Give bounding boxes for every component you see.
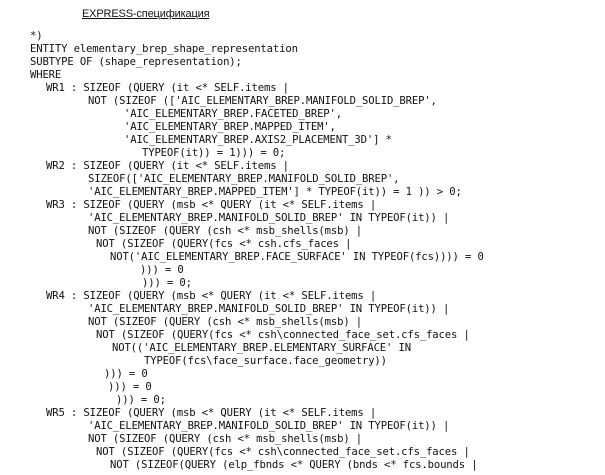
code-line: *) bbox=[30, 30, 43, 42]
code-line: NOT (SIZEOF (QUERY (csh <* msb_shells(msb) | bbox=[88, 433, 363, 445]
code-line: ENTITY elementary_brep_shape_representation bbox=[30, 43, 298, 55]
code-line: WR1 : SIZEOF (QUERY (it <* SELF.items | bbox=[46, 82, 289, 94]
code-line: SUBTYPE OF (shape_representation); bbox=[30, 56, 242, 68]
code-line: ))) = 0; bbox=[142, 277, 192, 289]
code-line: TYPEOF(it)) = 1))) = 0; bbox=[142, 147, 286, 159]
code-line: 'AIC_ELEMENTARY_BREP.MAPPED_ITEM'] * TYPEOF(it)) = 1 )) > 0; bbox=[88, 186, 462, 198]
code-line: WR2 : SIZEOF (QUERY (it <* SELF.items | bbox=[46, 160, 289, 172]
code-line: TYPEOF(fcs\face_surface.face_geometry)) bbox=[144, 355, 387, 367]
code-line: WR4 : SIZEOF (QUERY (msb <* QUERY (it <* SELF.items | bbox=[46, 290, 377, 302]
code-line: NOT (SIZEOF (QUERY(fcs <* csh\connected_face_set.cfs_faces | bbox=[96, 329, 470, 341]
code-line: 'AIC_ELEMENTARY_BREP.MANIFOLD_SOLID_BREP' IN TYPEOF(it)) | bbox=[88, 420, 450, 432]
code-line: ))) = 0 bbox=[104, 368, 148, 380]
code-line: 'AIC_ELEMENTARY_BREP.MAPPED_ITEM', bbox=[124, 121, 336, 133]
code-line: NOT (SIZEOF (QUERY (csh <* msb_shells(msb) | bbox=[88, 225, 363, 237]
code-line: ))) = 0; bbox=[116, 394, 166, 406]
code-line: 'AIC_ELEMENTARY_BREP.MANIFOLD_SOLID_BREP' IN TYPEOF(it)) | bbox=[88, 303, 450, 315]
code-line: WR5 : SIZEOF (QUERY (msb <* QUERY (it <* SELF.items | bbox=[46, 407, 377, 419]
code-line: NOT(('AIC_ELEMENTARY_BREP.ELEMENTARY_SURFACE' IN bbox=[112, 342, 411, 354]
code-line: SIZEOF(['AIC_ELEMENTARY_BREP.MANIFOLD_SOLID_BREP', bbox=[88, 173, 400, 185]
code-line: 'AIC_ELEMENTARY_BREP.MANIFOLD_SOLID_BREP' IN TYPEOF(it)) | bbox=[88, 212, 450, 224]
code-line: WR3 : SIZEOF (QUERY (msb <* QUERY (it <* SELF.items | bbox=[46, 199, 377, 211]
code-line: NOT (SIZEOF (QUERY (csh <* msb_shells(msb) | bbox=[88, 316, 363, 328]
code-line: NOT (SIZEOF (QUERY(fcs <* csh.cfs_faces | bbox=[96, 238, 352, 250]
code-line: NOT (SIZEOF (QUERY(fcs <* csh\connected_face_set.cfs_faces | bbox=[96, 446, 470, 458]
code-line: NOT (SIZEOF (['AIC_ELEMENTARY_BREP.MANIFOLD_SOLID_BREP', bbox=[88, 95, 437, 107]
code-line: 'AIC_ELEMENTARY_BREP.FACETED_BREP', bbox=[124, 108, 342, 120]
code-line: ))) = 0 bbox=[140, 264, 184, 276]
code-line: NOT('AIC_ELEMENTARY_BREP.FACE_SURFACE' IN TYPEOF(fcs)))) = 0 bbox=[110, 251, 484, 263]
code-line: 'AIC_ELEMENTARY_BREP.AXIS2_PLACEMENT_3D'] * bbox=[124, 134, 392, 146]
code-line: WHERE bbox=[30, 69, 62, 81]
code-line: NOT (SIZEOF(QUERY (elp_fbnds <* QUERY (bnds <* fcs.bounds | bbox=[110, 459, 478, 471]
code-line: ))) = 0 bbox=[108, 381, 152, 393]
document-heading: EXPRESS-спецификация bbox=[82, 8, 210, 20]
